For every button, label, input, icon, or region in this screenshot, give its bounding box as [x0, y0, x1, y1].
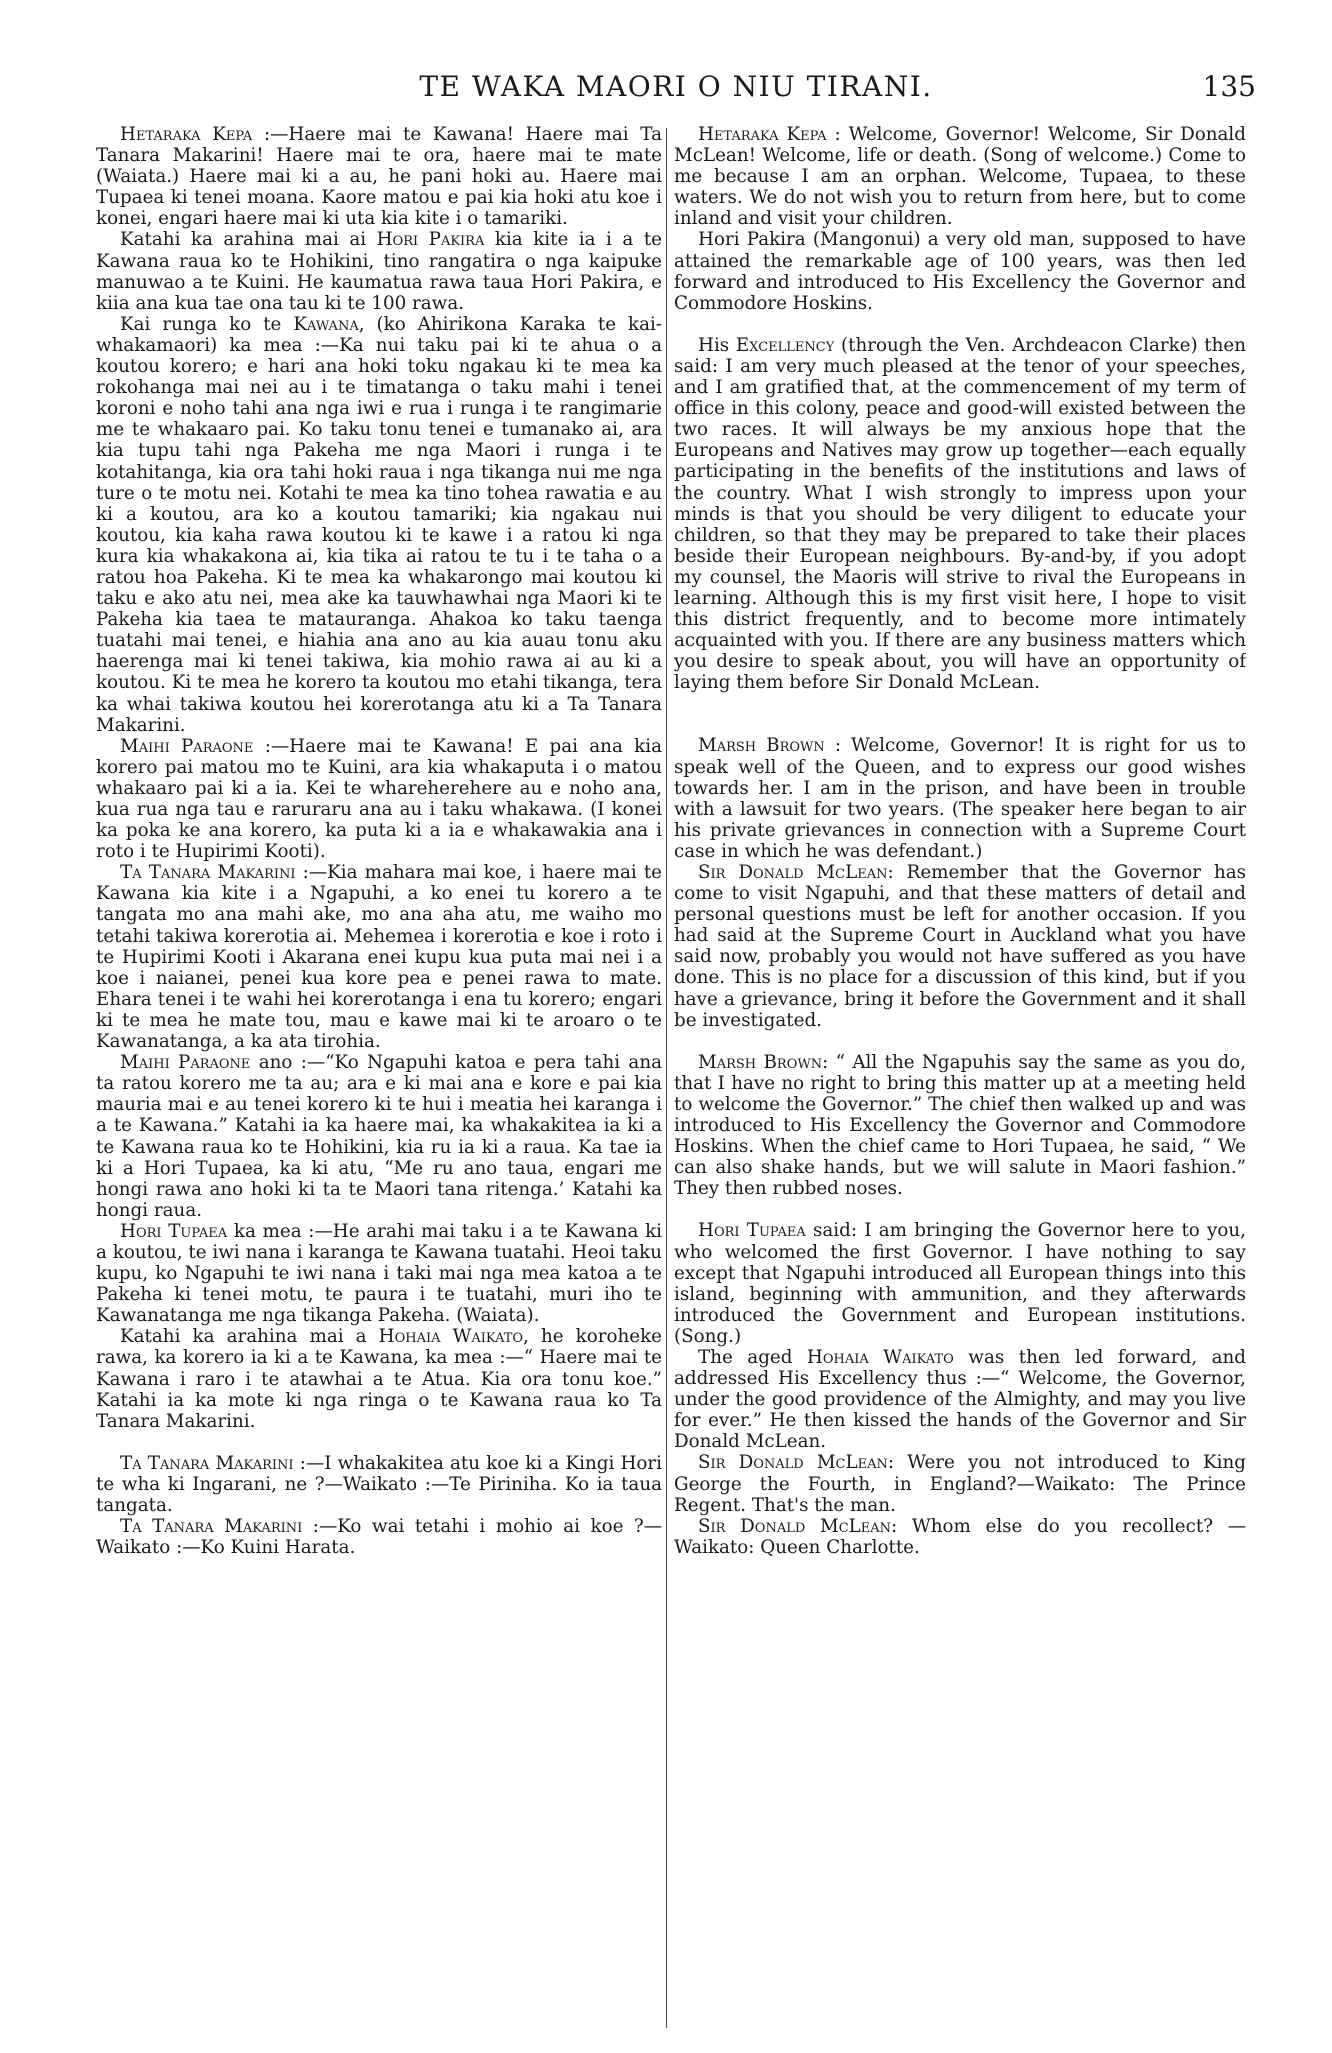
paragraph-text: I am bringing the Governor here to you, who welcomed the first Governor. I have nothing to say except that Ngapuhi introduced all European things into this island, beginning with ammunition, and they afterwards introduced the Government and European institutions. (Song.) [674, 1220, 1246, 1347]
paragraph: Hetaraka Kepa :—Haere mai te Kawana! Haere mai Ta Tanara Makarini! Haere mai te ora, haere mai te mate (Waiata.) Haere mai ki a au, he pani hoki au. Haere mai Tupaea ki tenei moana. Kaore matou e pai kia hoki atu koe i konei, engari haere mai ki uta kia kite i o tamariki. [96, 124, 662, 230]
spacer [96, 1432, 662, 1453]
paragraph-text: Welcome, Governor! Welcome, Sir Donald McLean! Welcome, life or death. (Song of welcome.) Come to me because I am an orphan. Welcome, Tupaea, to these waters. We do not wish you to return from here, but to come inland and visit your children. [674, 124, 1246, 230]
spacer [674, 1199, 1246, 1220]
paragraph: Marsh Brown : Welcome, Governor! It is right for us to speak well of the Queen, and to express our good wishes towards her. I am in the prison, and have been in trouble with a lawsuit for two years. (The speaker here began to air his private grievances in connection with a Supreme Court case in which he was defendant.) [674, 735, 1246, 862]
paragraph-text: “Ko Ngapuhi katoa e pera tahi ana ta ratou korero me ta au; ara e ki mai ana e kore e pai kia mauria mai e au tenei korero ki te hui i meatia hei karanga i a te Kawana.” Katahi ia ka haere mai, ka whakakitea ia ki a te Kawana raua ko te Hohikini, kia ru ia ki a raua. Ka tae ia ki a Hori Tupaea, ka ki atu, “Me ru ano taua, engari me hongi rawa ano hoki ki ta te Maori tana ritenga.’ Katahi ka hongi raua. [96, 1052, 662, 1221]
paragraph-text: Whom else do you recollect? —Waikato: Queen Charlotte. [674, 1515, 1246, 1558]
speaker-name: Hetaraka Kepa [698, 124, 827, 145]
paragraph: Ta Tanara Makarini :—I whakakitea atu koe ki a Kingi Hori te wha ki Ingarani, ne ?—Waikato :—Te Piriniha. Ko ia taua tangata. [96, 1452, 662, 1516]
paragraph: Sir Donald McLean: Were you not introduced to King George the Fourth, in England?—Waikato: The Prince Regent. That's the man. [674, 1452, 1246, 1516]
paragraph: Maihi Paraone ano :—“Ko Ngapuhi katoa e pera tahi ana ta ratou korero me ta au; ara e ki mai ana e kore e pai kia mauria mai e au tenei korero ki te hui i meatia hei karanga i a te Kawana.” Katahi ia ka haere mai, ka whakakitea ia ki a te Kawana raua ko te Hohikini, kia ru ia ki a raua. Ka tae ia ki a Hori Tupaea, ka ki atu, “Me ru ano taua, engari me hongi rawa ano hoki ki ta te Maori tana ritenga.’ Katahi ka hongi raua. [96, 1052, 662, 1221]
speaker-name: Ta Tanara Makarini [120, 1452, 294, 1474]
speaker-name: Hori Tupaea [120, 1220, 228, 1242]
paragraph-text: kia kite ia i a te Kawana raua ko te Hohikini, tino rangatira o nga kaipuke manuwao a te Kuini. He kaumatua rawa taua Hori Pakira, e kiia ana kua tae ona tau ki te 100 rawa. [96, 229, 662, 314]
paragraph-text: (through the Ven. Archdeacon Clarke) then said: I am very much pleased at the tenor of your speeches, and I am gratified that, at the commencement of my term of office in this colony, peace and good-will existed between the two races. It will always be my anxious hope that the Europeans and Natives may grow up together—each equally participating in the benefits of the institutions and laws of the country. What I wish strongly to impress upon your minds is that you should be very diligent to educate your children, so that they may be prepared to take their places beside their European neighbours. By-and-by, if you adopt my counsel, the Maoris will strive to rival the Europeans in learning. Although this is my first visit here, I hope to visit this district frequently, and to become more intimately acquainted with you. If there are any business matters which you desire to speak about, you will have an opportunity of laying them before Sir Donald McLean. [674, 334, 1246, 694]
page-header [96, 64, 1256, 110]
paragraph-text: Remember that the Governor has come to visit Ngapuhi, and that these matters of detail and personal questions must be left for another occasion. If you had said at the Supreme Court in Auckland what you have said now, probably you would not have suffered as you have done. This is no place for a discussion of this kind, but if you have a grievance, bring it before the Government and it shall be investigated. [674, 862, 1246, 1031]
page-number: 135 [1202, 70, 1256, 103]
paragraph: The aged Hohaia Waikato was then led forward, and addressed His Excellency thus :—“ Welcome, the Governor, under the good providence of the Almighty, and may you live for ever.” He then kissed the hands of the Governor and Sir Donald McLean. [674, 1346, 1246, 1453]
speaker-name: Hohaia Waikato [378, 1326, 524, 1348]
paragraph: Hetaraka Kepa : Welcome, Governor! Welcome, Sir Donald McLean! Welcome, life or death. (Song of welcome.) Come to me because I am an orphan. Welcome, Tupaea, to these waters. We do not wish you to return from here, but to come inland and visit your children. [674, 124, 1246, 230]
speaker-name: Excellency [735, 334, 835, 356]
speaker-name: Marsh Brown [698, 735, 825, 757]
speaker-name: Maihi Paraone [120, 735, 254, 757]
spacer [674, 1031, 1246, 1052]
speaker-name: Ta Tanara Makarini [120, 1516, 303, 1538]
paragraph: Sir Donald McLean: Remember that the Governor has come to visit Ngapuhi, and that these matters of detail and personal questions must be left for another occasion. If you had said at the Supreme Court in Auckland what you have said now, probably you would not have suffered as you have done. This is no place for a discussion of this kind, but if you have a grievance, bring it before the Government and it shall be investigated. [674, 862, 1246, 1031]
left-column-maori [96, 124, 662, 2024]
paragraph-text: Ko wai tetahi i mohio ai koe ?—Waikato :—Ko Kuini Harata. [96, 1516, 662, 1559]
paragraph [674, 229, 1246, 313]
paragraph: Hori Tupaea ka mea :—He arahi mai taku i a te Kawana ki a koutou, te iwi nana i karanga te Kawana tuatahi. Heoi taku kupu, ko Ngapuhi te iwi nana i taki mai nga mea katoa a te Pakeha ki tenei motu, te paura i te tuatahi, muri iho te Kawanatanga me nga tikanga Pakeha. (Waiata). [96, 1220, 662, 1327]
paragraph: Katahi ka arahina mai ai Hori Pakira kia kite ia i a te Kawana raua ko te Hohikini, tino rangatira o nga kaipuke manuwao a te Kuini. He kaumatua rawa taua Hori Pakira, e kiia ana kua tae ona tau ki te 100 rawa. [96, 229, 662, 314]
spacer [674, 314, 1246, 335]
paragraph-text: Hori Pakira (Mangonui) a very old man, supposed to have attained the remarkable age of 100 years, was then led forward and introduced to His Excellency the Governor and Commodore Hoskins. [674, 229, 1246, 314]
paragraph: Ta Tanara Makarini :—Kia mahara mai koe, i haere mai te Kawana kia kite i a Ngapuhi, a ko enei tu korero a te tangata mo ana mahi ake, mo ana aha atu, me waiho mo tetahi takiwa korerotia ai. Mehemea i korerotia e koe i roto i te Hupirimi Kooti i Akarana enei kupu kua puta mai nei i a koe i naianei, penei kua kore pea e penei rawa to mate. Ehara tenei i te wahi hei korerotanga i ena tu korero; engari ki te mea he mate tou, mau e kawe mai ki te aroaro o te Kawanatanga, a ka ata tirohia. [96, 862, 662, 1053]
speaker-name: Ta Tanara Makarini [120, 862, 296, 884]
paragraph: Hori Tupaea said: I am bringing the Governor here to you, who welcomed the first Governor. I have nothing to say except that Ngapuhi introduced all European things into this island, beginning with ammunition, and they afterwards introduced the Government and European institutions. (Song.) [674, 1220, 1246, 1347]
paragraph: His Excellency (through the Ven. Archdeacon Clarke) then said: I am very much pleased at the tenor of your speeches, and I am gratified that, at the commencement of my term of office in this colony, peace and good-will existed between the two races. It will always be my anxious hope that the Europeans and Natives may grow up together—each equally participating in the benefits of the institutions and laws of the country. What I wish strongly to impress upon your minds is that you should be very diligent to educate your children, so that they may be prepared to take their places beside their European neighbours. By-and-by, if you adopt my counsel, the Maoris will strive to rival the Europeans in learning. Although this is my first visit here, I hope to visit this district frequently, and to become more intimately acquainted with you. If there are any business matters which you desire to speak about, you will have an opportunity of laying them before Sir Donald McLean. [674, 334, 1246, 694]
paragraph: Katahi ka arahina mai a Hohaia Waikato, he koroheke rawa, ka korero ia ki a te Kawana, ka mea :—“ Haere mai te Kawana i raro i te atawhai a te Atua. Kia ora tonu koe.” Katahi ia ka mote ki nga ringa o te Kawana raua ko Ta Tanara Makarini. [96, 1326, 662, 1432]
paragraph: Maihi Paraone :—Haere mai te Kawana! E pai ana kia korero pai matou mo te Kuini, ara kia whakaputa i o matou whakaaro pai ki a ia. Kei te whareherehere au e noho ana, kua rua nga tau e raruraru ana au i taku whakawa. (I konei ka poka ke ana korero, ka puta ki a ia e whakawakia ana i roto i te Hupirimi Kooti). [96, 735, 662, 863]
paragraph-text: “ All the Ngapuhis say the same as you do, that I have no right to bring this matter up at a meeting held to welcome the Governor.” The chief then walked up and was introduced to His Excellency the Governor and Commodore Hoskins. When the chief came to Hori Tupaea, he said, “ We can also shake hands, but we will salute in Maori fashion.” They then rubbed noses. [674, 1051, 1246, 1200]
page-title: TE WAKA MAORI O NIU TIRANI. [419, 70, 933, 103]
speaker-name: Maihi Paraone [120, 1052, 251, 1074]
speaker-name: Hori Tupaea [698, 1220, 806, 1242]
paragraph-text: Welcome, Governor! It is right for us to speak well of the Queen, and to express our good wishes towards her. I am in the prison, and have been in trouble with a lawsuit for two years. (The speaker here began to air his private grievances in connection with a Supreme Court case in which he was defendant.) [674, 735, 1246, 862]
paragraph-text: he koroheke rawa, ka korero ia ki a te Kawana, ka mea :—“ Haere mai te Kawana i raro i te atawhai a te Atua. Kia ora tonu koe.” Katahi ia ka mote ki nga ringa o te Kawana raua ko Ta Tanara Makarini. [96, 1326, 662, 1432]
paragraph: Sir Donald McLean: Whom else do you recollect? —Waikato: Queen Charlotte. [674, 1515, 1246, 1558]
paragraph-text: Haere mai te Kawana! E pai ana kia korero pai matou mo te Kuini, ara kia whakaputa i o matou whakaaro pai ki a ia. Kei te whareherehere au e noho ana, kua rua nga tau e raruraru ana au i taku whakawa. (I konei ka poka ke ana korero, ka puta ki a ia e whakawakia ana i roto i te Hupirimi Kooti). [96, 735, 662, 863]
speaker-name: Kawana [293, 313, 359, 335]
paragraph-text: Were you not introduced to King George the Fourth, in England?—Waikato: The Prince Regent. That's the man. [674, 1452, 1246, 1516]
paragraph-text: (ko Ahirikona Karaka te kai-whakamaori) ka mea :—Ka nui taku pai ki te ahua o a koutou korero; e hari ana hoki toku ngakau ki te mea ka rokohanga mai nei au i te timatanga o taku mahi i tenei koroni e noho tahi ana nga iwi e rua i runga i te rangimarie me te whakaaro pai. Ko taku tonu tenei e tumanako ai, ara kia tupu tahi nga Pakeha me nga Maori i runga i te kotahitanga, kia ora tahi hoki raua i nga tikanga nui me nga ture o te motu nei. Kotahi te mea ka tino tohea rawatia e au ki a koutou, ara ko a koutou tamariki; kia ngakau nui koutou, kia kaha rawa koutou ki te kawe i a ratou ki nga kura kia whakakona ai, kia tika ai ratou te tu i te taha o a ratou hoa Pakeha. Ki te mea ka whakarongo mai koutou ki taku e ako atu nei, mea ake ka tauwhawhai nga Maori ki te Pakeha kia taea te matauranga. Ahakoa ko taku taenga tuatahi mai tenei, e hiahia ana ano au kia auau tonu aku haerenga mai ki tenei takiwa, kia mohio rawa ai au ki a koutou. Ki te mea he korero ta koutou mo etahi tikanga, tera ka whai takiwa koutou hei korerotanga atu ki a Ta Tanara Makarini. [96, 313, 662, 736]
paragraph: Marsh Brown: “ All the Ngapuhis say the same as you do, that I have no right to bring this matter up at a meeting held to welcome the Governor.” The chief then walked up and was introduced to His Excellency the Governor and Commodore Hoskins. When the chief came to Hori Tupaea, he said, “ We can also shake hands, but we will salute in Maori fashion.” They then rubbed noses. [674, 1051, 1246, 1200]
paragraph-text: Kia mahara mai koe, i haere mai te Kawana kia kite i a Ngapuhi, a ko enei tu korero a te tangata mo ana mahi ake, mo ana aha atu, me waiho mo tetahi takiwa korerotia ai. Mehemea i korerotia e koe i roto i te Hupirimi Kooti i Akarana enei kupu kua puta mai nei i a koe i naianei, penei kua kore pea e penei rawa to mate. Ehara tenei i te wahi hei korerotanga i ena tu korero; engari ki te mea he mate tou, mau e kawe mai ki te aroaro o te Kawanatanga, a ka ata tirohia. [96, 862, 662, 1053]
speaker-name: Sir Donald McLean [698, 1452, 888, 1474]
column-divider [666, 128, 667, 2028]
speaker-name: Marsh Brown [698, 1051, 823, 1073]
paragraph: Kai runga ko te Kawana, (ko Ahirikona Karaka te kai-whakamaori) ka mea :—Ka nui taku pai ki te ahua o a koutou korero; e hari ana hoki toku ngakau ki te mea ka rokohanga mai nei au i te timatanga o taku mahi i tenei koroni e noho tahi ana nga iwi e rua i runga i te rangimarie me te whakaaro pai. Ko taku tonu tenei e tumanako ai, ara kia tupu tahi nga Pakeha me nga Maori i runga i te kotahitanga, kia ora tahi hoki raua i nga tikanga nui me nga ture o te motu nei. Kotahi te mea ka tino tohea rawatia e au ki a koutou, ara ko a koutou tamariki; kia ngakau nui koutou, kia kaha rawa koutou ki te kawe i a ratou ki nga kura kia whakakona ai, kia tika ai ratou te tu i te taha o a ratou hoa Pakeha. Ki te mea ka whakarongo mai koutou ki taku e ako atu nei, mea ake ka tauwhawhai nga Maori ki te Pakeha kia taea te matauranga. Ahakoa ko taku taenga tuatahi mai tenei, e hiahia ana ano au kia auau tonu aku haerenga mai ki tenei takiwa, kia mohio rawa ai au ki a koutou. Ki te mea he korero ta koutou mo etahi tikanga, tera ka whai takiwa koutou hei korerotanga atu ki a Ta Tanara Makarini. [96, 313, 662, 736]
paragraph-text: He arahi mai taku i a te Kawana ki a koutou, te iwi nana i karanga te Kawana tuatahi. Heoi taku kupu, ko Ngapuhi te iwi nana i taki mai nga mea katoa a te Pakeha ki tenei motu, te paura i te tuatahi, muri iho te Kawanatanga me nga tikanga Pakeha. (Waiata). [96, 1220, 662, 1327]
paragraph-text: I whakakitea atu koe ki a Kingi Hori te wha ki Ingarani, ne ?—Waikato :—Te Piriniha. Ko ia taua tangata. [96, 1452, 662, 1516]
paragraph-text: Haere mai te Kawana! Haere mai Ta Tanara Makarini! Haere mai te ora, haere mai te mate (Waiata.) Haere mai ki a au, he pani hoki au. Haere mai Tupaea ki tenei moana. Kaore matou e pai kia hoki atu koe i konei, engari haere mai ki uta kia kite i o tamariki. [96, 124, 662, 230]
paragraph: Ta Tanara Makarini :—Ko wai tetahi i mohio ai koe ?—Waikato :—Ko Kuini Harata. [96, 1516, 662, 1559]
right-column-english [674, 124, 1246, 2024]
speaker-name: Hetaraka Kepa [120, 124, 253, 145]
speaker-name: Hohaia Waikato [806, 1346, 954, 1368]
paragraph-text: was then led forward, and addressed His Excellency thus :—“ Welcome, the Governor, under the good providence of the Almighty, and may you live for ever.” He then kissed the hands of the Governor and Sir Donald McLean. [674, 1346, 1246, 1453]
spacer [674, 693, 1246, 735]
speaker-name: Hori Pakira [376, 229, 485, 251]
speaker-name: Sir Donald McLean [698, 1515, 892, 1537]
speaker-name: Sir Donald McLean [698, 862, 888, 883]
